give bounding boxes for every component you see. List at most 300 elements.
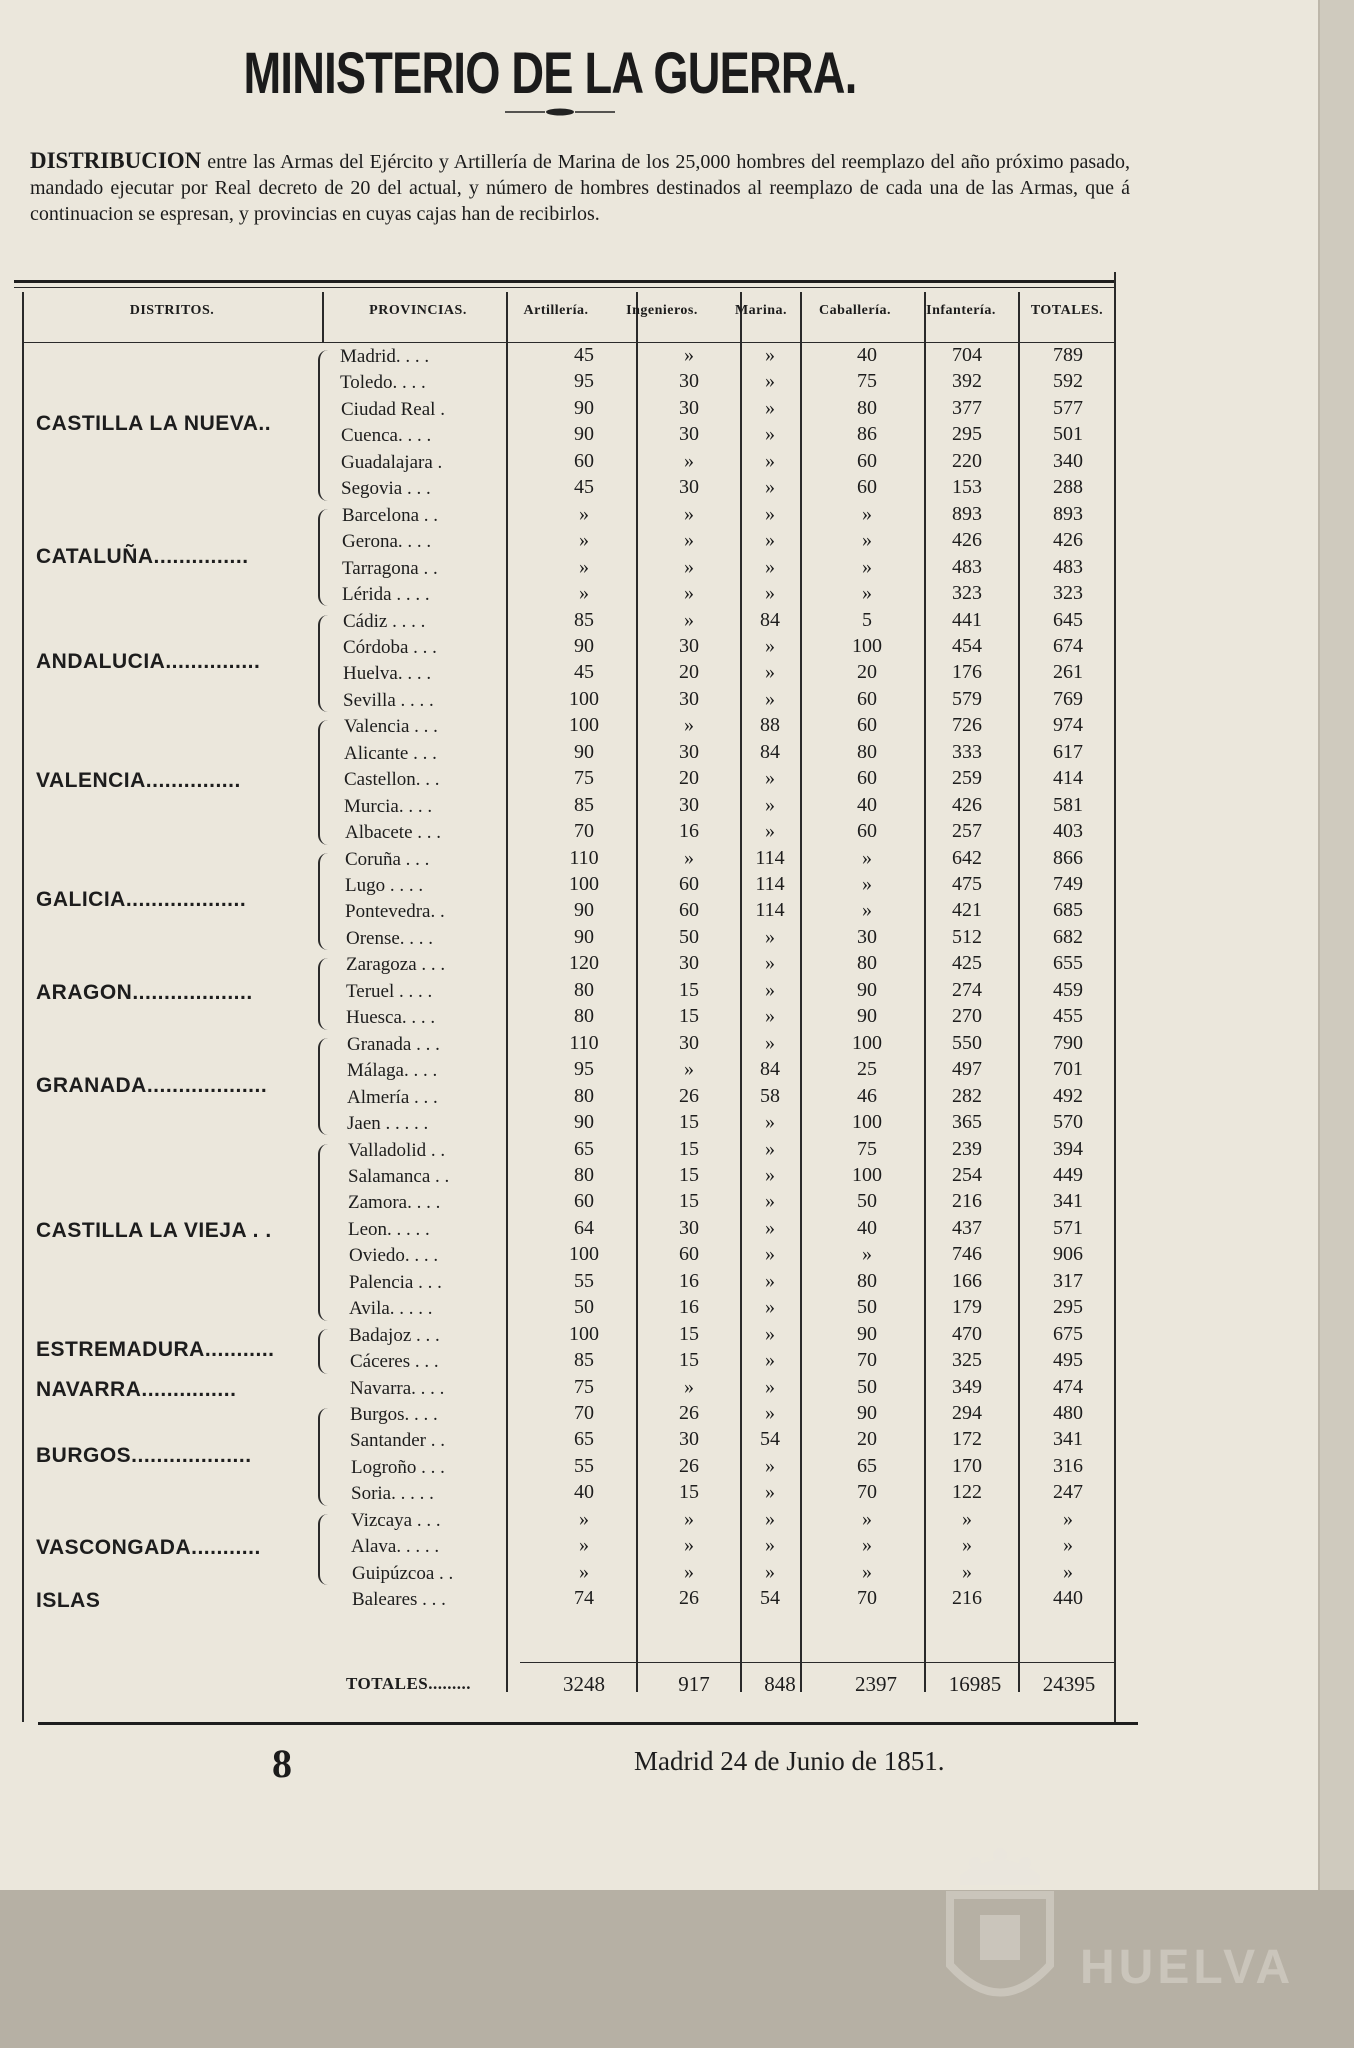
cell-total: 749 (1053, 873, 1083, 895)
cell-total: 577 (1053, 396, 1083, 419)
cell-caballeria: » (862, 899, 872, 922)
cell-infanteria: 497 (952, 1058, 982, 1081)
cell-caballeria: 60 (857, 476, 877, 499)
province-name: Teruel . . . . (346, 980, 433, 1002)
cell-infanteria: 425 (952, 952, 982, 975)
cell-infanteria: 179 (952, 1296, 982, 1319)
cell-total: 480 (1053, 1402, 1083, 1424)
cell-total: 449 (1053, 1163, 1083, 1186)
cell-caballeria: 65 (857, 1454, 877, 1477)
cell-artilleria: 85 (574, 793, 594, 816)
cell-ingenieros: » (684, 1534, 694, 1557)
cell-infanteria: 323 (952, 582, 982, 605)
cell-artilleria: 45 (574, 476, 594, 499)
cell-artilleria: 80 (574, 978, 594, 1001)
cell-total: 403 (1053, 820, 1083, 843)
province-name: Valladolid . . (348, 1139, 446, 1161)
cell-caballeria: » (862, 1534, 872, 1557)
cell-infanteria: 365 (952, 1111, 982, 1134)
cell-infanteria: 153 (952, 476, 982, 499)
cell-ingenieros: 15 (679, 1481, 699, 1504)
cell-marina: » (765, 820, 775, 843)
cell-ingenieros: » (684, 714, 694, 737)
cell-total: 474 (1053, 1375, 1083, 1398)
column-divider (22, 292, 24, 1722)
cell-marina: » (765, 476, 775, 499)
cell-ingenieros: 30 (679, 476, 699, 499)
cell-artilleria: 90 (574, 396, 594, 419)
cell-ingenieros: » (684, 1058, 694, 1081)
cell-infanteria: 122 (952, 1481, 982, 1504)
header-marina: Marina. (734, 303, 788, 318)
cell-total: 645 (1053, 608, 1083, 631)
cell-total: 769 (1053, 687, 1083, 710)
cell-artilleria: » (579, 1534, 589, 1557)
cell-infanteria: 282 (952, 1084, 982, 1107)
total-caballeria: 2397 (855, 1672, 897, 1696)
province-name: Navarra. . . . (350, 1377, 445, 1399)
cell-caballeria: 60 (857, 820, 877, 843)
cell-infanteria: 294 (952, 1402, 982, 1424)
province-name: Coruña . . . (345, 848, 430, 870)
cell-ingenieros: 30 (679, 793, 699, 816)
district-brace (318, 1408, 330, 1506)
cell-marina: » (765, 1349, 775, 1372)
cell-artilleria: 110 (569, 846, 599, 869)
cell-ingenieros: 30 (679, 423, 699, 446)
cell-artilleria: 70 (574, 1402, 594, 1424)
cell-caballeria: 60 (857, 714, 877, 737)
cell-marina: » (765, 1375, 775, 1398)
district-brace (318, 1038, 330, 1136)
cell-caballeria: 46 (857, 1084, 877, 1107)
header-caballeria: Caballería. (819, 303, 891, 318)
cell-artilleria: 64 (574, 1216, 594, 1239)
cell-artilleria: 90 (574, 634, 594, 657)
province-name: Barcelona . . (342, 504, 439, 526)
cell-infanteria: » (962, 1560, 972, 1583)
cell-artilleria: » (579, 582, 589, 605)
cell-total: 789 (1053, 344, 1083, 366)
district-name: CASTILLA LA NUEVA.. (36, 412, 272, 436)
cell-caballeria: 70 (857, 1349, 877, 1372)
cell-marina: » (765, 396, 775, 419)
cell-total: 674 (1053, 634, 1083, 657)
cell-caballeria: 40 (857, 1216, 877, 1239)
cell-caballeria: 86 (857, 423, 877, 446)
cell-total: 495 (1053, 1349, 1083, 1372)
cell-artilleria: 100 (569, 1243, 599, 1266)
province-name: Sevilla . . . . (343, 689, 434, 711)
cell-artilleria: 90 (574, 423, 594, 446)
cell-artilleria: 55 (574, 1454, 594, 1477)
cell-marina: » (765, 502, 775, 525)
cell-ingenieros: 30 (679, 396, 699, 419)
cell-ingenieros: » (684, 1560, 694, 1583)
cell-total: 790 (1053, 1031, 1083, 1054)
cell-marina: 84 (760, 740, 780, 763)
cell-marina: » (765, 1534, 775, 1557)
cell-infanteria: 377 (952, 396, 982, 419)
cell-marina: » (765, 634, 775, 657)
cell-total: 893 (1053, 502, 1083, 525)
district-brace (318, 509, 330, 607)
cell-total: 492 (1053, 1084, 1083, 1107)
column-divider (1114, 272, 1116, 1722)
cell-total: 906 (1053, 1243, 1083, 1266)
totals-label: TOTALES......... (346, 1674, 471, 1693)
cell-ingenieros: » (684, 608, 694, 631)
cell-artilleria: » (579, 1507, 589, 1530)
cell-marina: » (765, 661, 775, 684)
cell-total: 340 (1053, 449, 1083, 472)
province-name: Zamora. . . . (348, 1192, 441, 1214)
cell-caballeria: » (862, 502, 872, 525)
cell-caballeria: 25 (857, 1058, 877, 1081)
cell-caballeria: 80 (857, 952, 877, 975)
province-name: Almería . . . (347, 1086, 438, 1108)
district-name: ANDALUCIA............... (36, 650, 261, 674)
header-bottom-rule (22, 342, 1114, 343)
district-name: GRANADA................... (36, 1073, 268, 1097)
cell-artilleria: 40 (574, 1481, 594, 1504)
province-name: Orense. . . . (346, 927, 434, 949)
province-name: Baleares . . . (352, 1589, 446, 1611)
province-name: Soria. . . . . (351, 1483, 434, 1505)
cell-ingenieros: » (684, 846, 694, 869)
cell-artilleria: 80 (574, 1163, 594, 1186)
cell-total: 592 (1053, 370, 1083, 393)
cell-infanteria: 295 (952, 423, 982, 446)
cell-ingenieros: 15 (679, 1322, 699, 1345)
cell-total: » (1063, 1560, 1073, 1583)
district-name: VALENCIA............... (36, 769, 241, 793)
cell-ingenieros: 26 (679, 1587, 699, 1610)
cell-infanteria: » (962, 1507, 972, 1530)
cell-caballeria: 40 (857, 793, 877, 816)
cell-total: 974 (1053, 714, 1083, 737)
cell-marina: » (765, 687, 775, 710)
cell-ingenieros: 15 (679, 1163, 699, 1186)
province-name: Pontevedra. . (345, 901, 445, 923)
province-name: Alicante . . . (344, 742, 437, 764)
cell-ingenieros: 15 (679, 1190, 699, 1213)
province-name: Granada . . . (347, 1033, 440, 1055)
cell-artilleria: 65 (574, 1137, 594, 1160)
province-name: Alava. . . . . (351, 1536, 440, 1558)
province-name: Santander . . (350, 1430, 445, 1452)
cell-caballeria: 20 (857, 1428, 877, 1451)
cell-infanteria: 579 (952, 687, 982, 710)
district-name: BURGOS................... (36, 1443, 252, 1467)
header-totales: TOTALES. (1030, 303, 1104, 318)
province-name: Avila. . . . . (349, 1298, 433, 1320)
cell-total: » (1063, 1534, 1073, 1557)
cell-ingenieros: » (684, 1375, 694, 1398)
province-name: Vizcaya . . . (351, 1509, 441, 1531)
cell-total: 247 (1053, 1481, 1083, 1504)
cell-caballeria: 100 (852, 1111, 882, 1134)
cell-marina: » (765, 1005, 775, 1028)
cell-total: 617 (1053, 740, 1083, 763)
total-artilleria: 3248 (563, 1672, 605, 1696)
cell-artilleria: 110 (569, 1031, 599, 1054)
province-name: Guipúzcoa . . (352, 1562, 454, 1584)
district-brace (318, 350, 330, 501)
cell-marina: » (765, 1190, 775, 1213)
total-ingenieros: 917 (678, 1672, 710, 1696)
province-name: Salamanca . . (348, 1165, 450, 1187)
cell-marina: » (765, 1322, 775, 1345)
district-brace (318, 1329, 330, 1374)
cell-infanteria: 550 (952, 1031, 982, 1054)
cell-artilleria: 65 (574, 1428, 594, 1451)
cell-caballeria: 80 (857, 396, 877, 419)
cell-caballeria: 50 (857, 1375, 877, 1398)
cell-marina: » (765, 555, 775, 578)
cell-artilleria: 85 (574, 608, 594, 631)
table-top-rule (14, 280, 1114, 283)
cell-total: 440 (1053, 1587, 1083, 1610)
cell-caballeria: » (862, 1243, 872, 1266)
cell-marina: 88 (760, 714, 780, 737)
cell-ingenieros: 20 (679, 767, 699, 790)
province-name: Castellon. . . (344, 769, 440, 791)
cell-caballeria: 80 (857, 1269, 877, 1292)
province-name: Murcia. . . . (344, 795, 433, 817)
cell-ingenieros: » (684, 1507, 694, 1530)
cell-infanteria: 392 (952, 370, 982, 393)
cell-marina: » (765, 767, 775, 790)
province-name: Gerona. . . . (342, 531, 432, 553)
column-divider (1018, 292, 1020, 1692)
masthead-title: MINISTERIO DE LA GUERRA. (243, 41, 857, 106)
cell-caballeria: 75 (857, 1137, 877, 1160)
cell-ingenieros: 30 (679, 952, 699, 975)
header-distritos: DISTRITOS. (129, 303, 215, 318)
province-name: Palencia . . . (349, 1271, 442, 1293)
cell-artilleria: 75 (574, 767, 594, 790)
cell-caballeria: 20 (857, 661, 877, 684)
cell-ingenieros: 26 (679, 1402, 699, 1424)
cell-total: 501 (1053, 423, 1083, 446)
province-name: Valencia . . . (344, 716, 438, 738)
cell-caballeria: 60 (857, 767, 877, 790)
district-name: ARAGON................... (36, 981, 253, 1005)
cell-infanteria: 426 (952, 529, 982, 552)
cell-infanteria: 470 (952, 1322, 982, 1345)
cell-artilleria: 100 (569, 873, 599, 895)
district-name: CATALUÑA............... (36, 544, 249, 568)
cell-artilleria: 85 (574, 1349, 594, 1372)
province-name: Oviedo. . . . (349, 1245, 439, 1267)
cell-ingenieros: 30 (679, 1031, 699, 1054)
cell-caballeria: » (862, 1560, 872, 1583)
cell-infanteria: 475 (952, 873, 982, 895)
cell-ingenieros: 30 (679, 1428, 699, 1451)
cell-infanteria: 216 (952, 1190, 982, 1213)
cell-caballeria: 5 (862, 608, 872, 631)
cell-infanteria: 421 (952, 899, 982, 922)
cell-infanteria: 483 (952, 555, 982, 578)
province-name: Toledo. . . . (340, 372, 426, 394)
cell-artilleria: » (579, 555, 589, 578)
province-name: Cádiz . . . . (343, 610, 426, 632)
province-name: Huesca. . . . (346, 1007, 436, 1029)
cell-marina: » (765, 344, 775, 366)
cell-infanteria: 512 (952, 925, 982, 948)
column-divider (636, 292, 638, 1692)
total-general: 24395 (1042, 1672, 1096, 1696)
cell-infanteria: 216 (952, 1587, 982, 1610)
cell-artilleria: 100 (569, 687, 599, 710)
table-top-rule-inner (14, 287, 1114, 288)
cell-total: 426 (1053, 529, 1083, 552)
cell-infanteria: 220 (952, 449, 982, 472)
district-name: ISLAS (36, 1589, 101, 1613)
cell-marina: » (765, 952, 775, 975)
cell-marina: » (765, 1481, 775, 1504)
district-name: VASCONGADA........... (36, 1536, 261, 1560)
cell-total: 295 (1053, 1296, 1083, 1319)
column-divider (322, 292, 324, 342)
district-name: NAVARRA............... (36, 1377, 237, 1401)
cell-ingenieros: 30 (679, 1216, 699, 1239)
cell-total: 682 (1053, 925, 1083, 948)
district-brace (318, 958, 330, 1029)
cell-ingenieros: » (684, 529, 694, 552)
cell-marina: » (765, 1243, 775, 1266)
cell-ingenieros: 50 (679, 925, 699, 948)
page-edge (1318, 0, 1354, 1890)
cell-marina: 54 (760, 1428, 780, 1451)
cell-caballeria: 75 (857, 370, 877, 393)
cell-marina: » (765, 978, 775, 1001)
cell-caballeria: » (862, 1507, 872, 1530)
cell-infanteria: 704 (952, 344, 982, 366)
header-artilleria: Artillería. (523, 303, 589, 318)
province-name: Madrid. . . . (340, 346, 430, 367)
cell-ingenieros: 30 (679, 740, 699, 763)
province-name: Segovia . . . (341, 478, 431, 500)
cell-marina: 58 (760, 1084, 780, 1107)
cell-total: 341 (1053, 1190, 1083, 1213)
cell-ingenieros: 15 (679, 1111, 699, 1134)
column-divider (506, 292, 508, 1692)
district-brace (318, 853, 330, 951)
province-name: Huelva. . . . (343, 663, 432, 685)
cell-artilleria: 80 (574, 1005, 594, 1028)
total-infanteria: 16985 (948, 1672, 1002, 1696)
cell-ingenieros: » (684, 582, 694, 605)
cell-caballeria: 100 (852, 634, 882, 657)
cell-infanteria: 437 (952, 1216, 982, 1239)
cell-infanteria: 726 (952, 714, 982, 737)
cell-artilleria: 80 (574, 1084, 594, 1107)
cell-marina: » (765, 423, 775, 446)
cell-ingenieros: 16 (679, 1296, 699, 1319)
cell-artilleria: 60 (574, 449, 594, 472)
cell-caballeria: 60 (857, 687, 877, 710)
intro-lead: DISTRIBUCION (30, 148, 202, 173)
cell-artilleria: » (579, 1560, 589, 1583)
cell-caballeria: » (862, 529, 872, 552)
cell-marina: 114 (755, 873, 785, 895)
intro-paragraph (30, 148, 1130, 227)
cell-marina: » (765, 793, 775, 816)
cell-ingenieros: 60 (679, 1243, 699, 1266)
header-ingenieros: Ingenieros. (626, 303, 698, 318)
cell-total: 571 (1053, 1216, 1083, 1239)
cell-artilleria: 100 (569, 714, 599, 737)
crest-icon (930, 1845, 1070, 2035)
cell-total: 316 (1053, 1454, 1083, 1477)
province-name: Jaen . . . . . (347, 1113, 429, 1135)
cell-total: 455 (1053, 1005, 1083, 1028)
cell-infanteria: 325 (952, 1349, 982, 1372)
cell-marina: » (765, 1507, 775, 1530)
intro-text: entre las Armas del Ejército y Artillería de Marina de los 25,000 hombres del reemplazo del año próximo pasado, mandado ejecutar por Real decreto de 20 del actual, y número de hombres destinados al reemplazo de cada una de las Armas, que á continuacion se espresan, y provincias en cuyas cajas han de recibirlos. (30, 151, 1131, 225)
cell-artilleria: 95 (574, 370, 594, 393)
page-number: 8 (272, 1741, 292, 1786)
cell-marina: » (765, 1216, 775, 1239)
province-name: Leon. . . . . (348, 1218, 430, 1240)
district-brace (318, 720, 330, 844)
cell-infanteria: 172 (952, 1428, 982, 1451)
archive-watermark (930, 1845, 1295, 2035)
cell-total: 483 (1053, 555, 1083, 578)
province-name: Málaga. . . . (347, 1060, 438, 1082)
cell-ingenieros: 16 (679, 820, 699, 843)
cell-ingenieros: 16 (679, 1269, 699, 1292)
cell-infanteria: 176 (952, 661, 982, 684)
cell-infanteria: 259 (952, 767, 982, 790)
cell-marina: » (765, 1111, 775, 1134)
cell-infanteria: 426 (952, 793, 982, 816)
cell-marina: » (765, 1163, 775, 1186)
province-name: Lérida . . . . (342, 584, 430, 606)
province-name: Córdoba . . . (343, 636, 437, 658)
cell-marina: 54 (760, 1587, 780, 1610)
cell-caballeria: 60 (857, 449, 877, 472)
cell-total: 655 (1053, 952, 1083, 975)
table-bottom-rule (38, 1722, 1138, 1725)
cell-ingenieros: 30 (679, 370, 699, 393)
cell-caballeria: 100 (852, 1163, 882, 1186)
cell-ingenieros: 30 (679, 687, 699, 710)
cell-ingenieros: 60 (679, 873, 699, 895)
cell-infanteria: 257 (952, 820, 982, 843)
cell-ingenieros: 15 (679, 1137, 699, 1160)
cell-ingenieros: 30 (679, 634, 699, 657)
cell-artilleria: 70 (574, 820, 594, 843)
cell-artilleria: 90 (574, 740, 594, 763)
cell-infanteria: 333 (952, 740, 982, 763)
cell-marina: » (765, 925, 775, 948)
totals-top-rule (520, 1662, 1116, 1663)
district-name: GALICIA................... (36, 888, 247, 912)
district-brace (318, 1144, 330, 1321)
total-marina: 848 (764, 1672, 796, 1696)
cell-artilleria: » (579, 502, 589, 525)
cell-marina: 84 (760, 608, 780, 631)
dateline: Madrid 24 de Junio de 1851. (634, 1746, 945, 1776)
cell-marina: 114 (755, 899, 785, 922)
cell-artilleria: 90 (574, 1111, 594, 1134)
cell-infanteria: 166 (952, 1269, 982, 1292)
cell-caballeria: » (862, 555, 872, 578)
cell-total: 261 (1053, 661, 1083, 684)
